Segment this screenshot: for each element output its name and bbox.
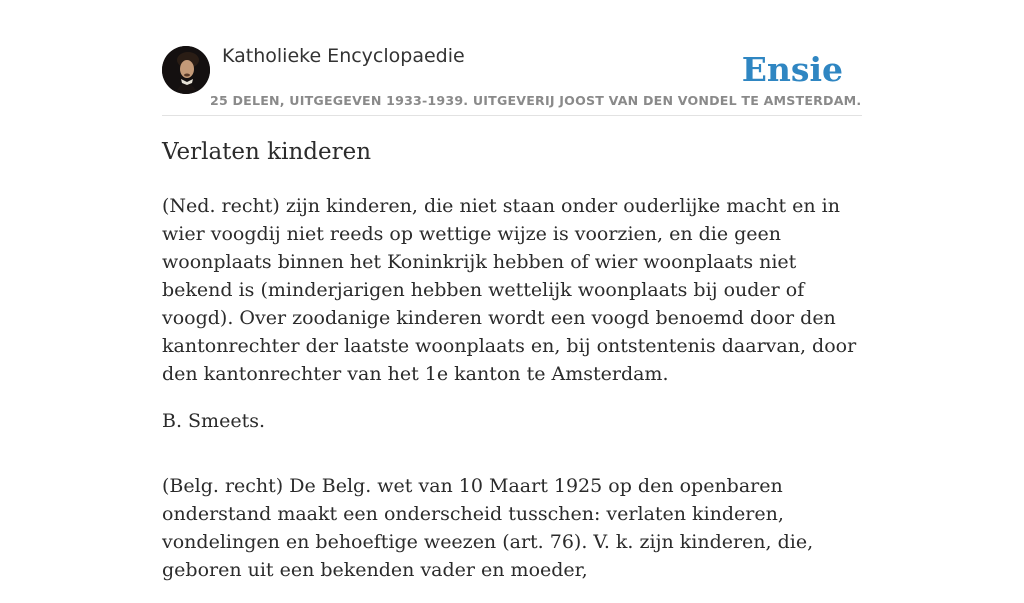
header-divider xyxy=(162,115,862,116)
source-title[interactable]: Katholieke Encyclopaedie xyxy=(222,45,465,67)
ensie-logo-link[interactable]: Ensie xyxy=(741,50,843,89)
article-paragraph: (Belg. recht) De Belg. wet van 10 Maart 1925 op den openbaren onderstand maakt een onderscheid tusschen: verlaten kinderen, vondelingen en behoeftige weezen (art. 76). V. k. zijn kinderen, die, geboren uit een bekenden vader en moeder, xyxy=(162,475,814,581)
source-subtitle: 25 DELEN, UITGEGEVEN 1933-1939. UITGEVERIJ JOOST VAN DEN VONDEL TE AMSTERDAM. xyxy=(210,93,862,108)
article-paragraph: (Ned. recht) zijn kinderen, die niet staan onder ouderlijke macht en in wier voogdij niet reeds op wettige wijze is voorzien, en die geen woonplaats binnen het Koninkrijk hebben of wier woonplaats niet bekend is (minderjarigen hebben wettelijk woonplaats bij ouder of voogd). Over zoodanige kinderen wordt een voogd benoemd door den kantonrechter der laatste woonplaats en, bij ontstentenis daarvan, door den kantonrechter van het 1e kanton te Amsterdam. xyxy=(162,195,857,385)
article-body xyxy=(162,192,862,603)
article-author: B. Smeets. xyxy=(162,410,265,432)
portrait-avatar-icon[interactable] xyxy=(162,46,210,94)
article-headword: Verlaten kinderen xyxy=(162,139,372,165)
paragraph-spacer xyxy=(162,454,862,472)
